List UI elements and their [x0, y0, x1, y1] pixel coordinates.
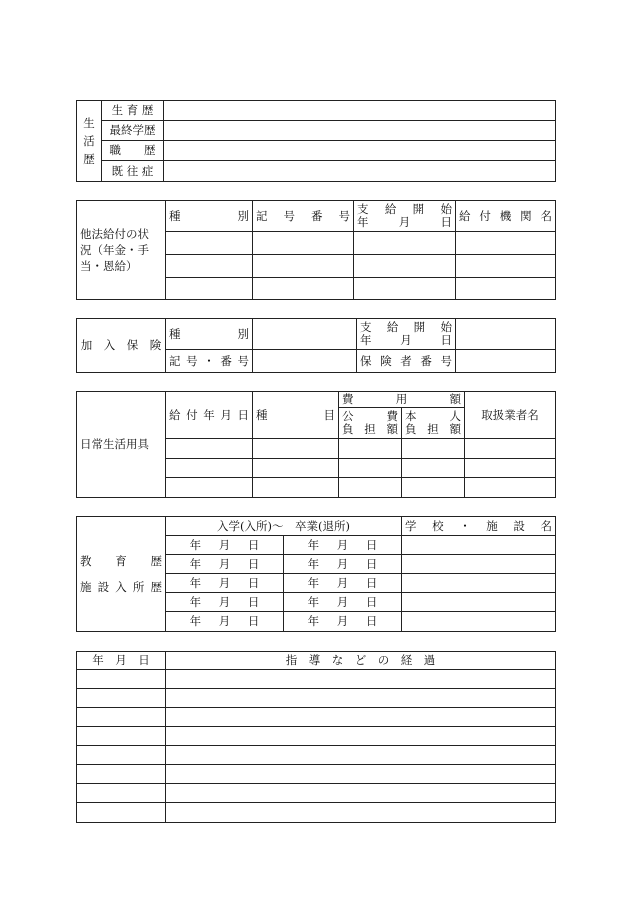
insurer-number-label: 保険者番号	[357, 350, 456, 373]
period-header: 入学(入所)～ 卒業(退所)	[166, 517, 402, 536]
insurance-start-label: 支 給 開 始 年 月 日	[357, 319, 456, 350]
life-history-table	[76, 100, 556, 182]
benefit-agency-cell[interactable]	[456, 255, 556, 278]
guidance-progress-cell[interactable]	[166, 803, 556, 823]
cost-header: 費 用 額	[339, 392, 465, 408]
insurance-type-field[interactable]	[253, 319, 357, 350]
guidance-progress-header: 指 導 な ど の 経 過	[166, 652, 556, 670]
school-name-cell[interactable]	[402, 612, 556, 632]
self-burden-header: 本 人 負 担 額	[402, 408, 465, 439]
benefit-code-cell[interactable]	[253, 255, 354, 278]
grant-date-cell[interactable]	[166, 459, 253, 478]
item-cell[interactable]	[253, 478, 339, 498]
guidance-date-cell[interactable]	[77, 803, 166, 823]
entry-date-cell[interactable]: 年 月 日	[166, 593, 284, 612]
entry-date-cell[interactable]: 年 月 日	[166, 574, 284, 593]
public-burden-header: 公 費 負 担 額	[339, 408, 402, 439]
self-burden-cell[interactable]	[402, 459, 465, 478]
guidance-date-cell[interactable]	[77, 727, 166, 746]
insurance-table	[76, 318, 556, 373]
public-burden-cell[interactable]	[339, 459, 402, 478]
guidance-date-cell[interactable]	[77, 708, 166, 727]
guidance-progress-cell[interactable]	[166, 784, 556, 803]
insurance-heading: 加 入 保 険	[77, 319, 166, 373]
exit-date-cell[interactable]: 年 月 日	[284, 574, 402, 593]
guidance-progress-cell[interactable]	[166, 689, 556, 708]
school-name-cell[interactable]	[402, 536, 556, 555]
life-history-heading: 生 活 歴	[77, 101, 102, 182]
self-burden-cell[interactable]	[402, 439, 465, 459]
handler-header: 取扱業者名	[465, 392, 556, 439]
insurance-code-field[interactable]	[253, 350, 357, 373]
handler-cell[interactable]	[465, 478, 556, 498]
school-name-cell[interactable]	[402, 574, 556, 593]
guidance-date-cell[interactable]	[77, 670, 166, 689]
birth-history-field[interactable]	[164, 101, 556, 121]
benefit-agency-cell[interactable]	[456, 232, 556, 255]
grant-date-cell[interactable]	[166, 439, 253, 459]
medical-history-label: 既 往 症	[102, 161, 164, 182]
benefit-type-cell[interactable]	[166, 255, 253, 278]
self-burden-cell[interactable]	[402, 478, 465, 498]
public-burden-cell[interactable]	[339, 478, 402, 498]
school-name-cell[interactable]	[402, 555, 556, 574]
benefit-type-cell[interactable]	[166, 232, 253, 255]
benefit-start-cell[interactable]	[354, 278, 456, 300]
exit-date-cell[interactable]: 年 月 日	[284, 593, 402, 612]
daily-goods-table	[76, 391, 556, 498]
benefit-type-header: 種 別	[166, 201, 253, 232]
insurance-type-label: 種 別	[166, 319, 253, 350]
exit-date-cell[interactable]: 年 月 日	[284, 555, 402, 574]
benefit-agency-cell[interactable]	[456, 278, 556, 300]
insurance-start-field[interactable]	[456, 319, 556, 350]
benefit-start-header: 支 給 開 始 年 月 日	[354, 201, 456, 232]
guidance-date-cell[interactable]	[77, 784, 166, 803]
guidance-progress-cell[interactable]	[166, 765, 556, 784]
public-burden-cell[interactable]	[339, 439, 402, 459]
benefit-start-cell[interactable]	[354, 232, 456, 255]
benefit-code-cell[interactable]	[253, 278, 354, 300]
guidance-table	[76, 651, 556, 823]
education-table	[76, 516, 556, 632]
guidance-date-cell[interactable]	[77, 689, 166, 708]
handler-cell[interactable]	[465, 459, 556, 478]
medical-history-field[interactable]	[164, 161, 556, 182]
insurer-number-field[interactable]	[456, 350, 556, 373]
school-name-cell[interactable]	[402, 593, 556, 612]
guidance-progress-cell[interactable]	[166, 727, 556, 746]
item-header: 種 目	[253, 392, 339, 439]
education-heading: 教 育 歴 施設入所歴	[77, 517, 166, 632]
guidance-progress-cell[interactable]	[166, 670, 556, 689]
insurance-code-label: 記号・番号	[166, 350, 253, 373]
grant-date-header: 給付年月日	[166, 392, 253, 439]
benefit-code-cell[interactable]	[253, 232, 354, 255]
school-name-header: 学 校 ・ 施 設 名	[402, 517, 556, 536]
item-cell[interactable]	[253, 459, 339, 478]
handler-cell[interactable]	[465, 439, 556, 459]
entry-date-cell[interactable]: 年 月 日	[166, 612, 284, 632]
exit-date-cell[interactable]: 年 月 日	[284, 612, 402, 632]
entry-date-cell[interactable]: 年 月 日	[166, 555, 284, 574]
work-history-field[interactable]	[164, 141, 556, 161]
guidance-progress-cell[interactable]	[166, 708, 556, 727]
other-benefits-heading: 他法給付の状 況（年金・手 当・恩給）	[77, 201, 166, 300]
exit-date-cell[interactable]: 年 月 日	[284, 536, 402, 555]
grant-date-cell[interactable]	[166, 478, 253, 498]
birth-history-label: 生 育 歴	[102, 101, 164, 121]
guidance-date-cell[interactable]	[77, 765, 166, 784]
guidance-progress-cell[interactable]	[166, 746, 556, 765]
guidance-date-header: 年 月 日	[77, 652, 166, 670]
other-benefits-table	[76, 200, 556, 300]
daily-goods-heading: 日常生活用具	[77, 392, 166, 498]
item-cell[interactable]	[253, 439, 339, 459]
entry-date-cell[interactable]: 年 月 日	[166, 536, 284, 555]
benefit-code-header: 記 号 番 号	[253, 201, 354, 232]
benefit-agency-header: 給付機関名	[456, 201, 556, 232]
benefit-type-cell[interactable]	[166, 278, 253, 300]
final-education-field[interactable]	[164, 121, 556, 141]
work-history-label: 職 歴	[102, 141, 164, 161]
final-education-label: 最終学歴	[102, 121, 164, 141]
benefit-start-cell[interactable]	[354, 255, 456, 278]
guidance-date-cell[interactable]	[77, 746, 166, 765]
